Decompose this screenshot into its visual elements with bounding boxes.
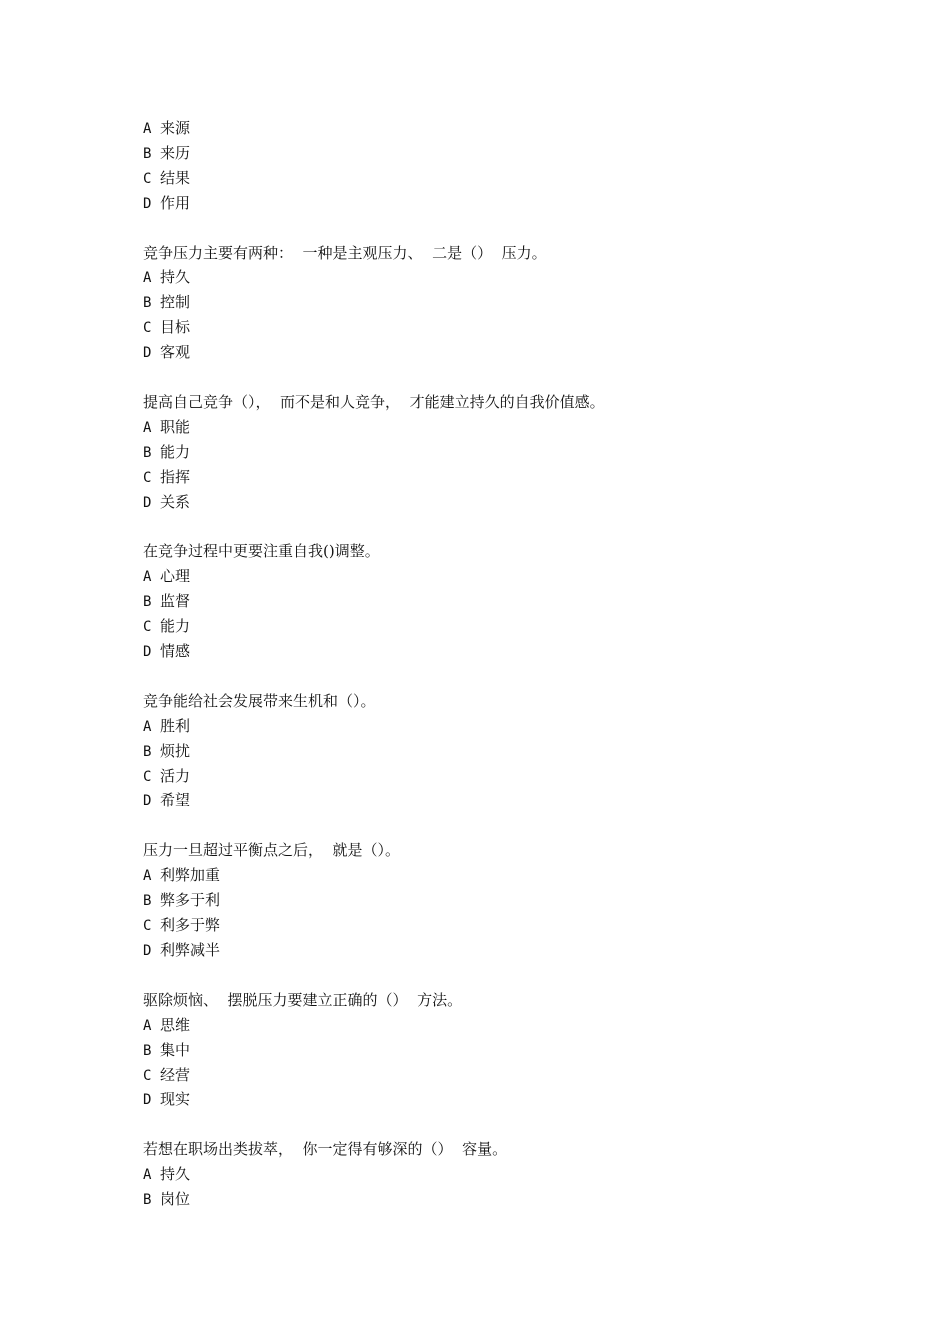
option-line [143, 141, 863, 166]
option-text: 职能 [160, 417, 191, 436]
question-block [143, 689, 863, 813]
option-line [143, 191, 863, 216]
option-letter: A [143, 1167, 152, 1184]
option-line [143, 490, 863, 515]
option-line [143, 1038, 863, 1063]
option-line [143, 589, 863, 614]
option-letter: A [143, 270, 152, 287]
option-line [143, 290, 863, 315]
option-letter: D [143, 494, 152, 511]
option-letter: A [143, 868, 152, 885]
option-line [143, 938, 863, 963]
option-line [143, 340, 863, 365]
question-block [143, 390, 863, 514]
option-text: 利弊加重 [160, 866, 221, 885]
document-page [143, 116, 863, 1237]
question-text: 竞争压力主要有两种： 一种是主观压力、 二是（） 压力。 [143, 243, 547, 262]
option-line [143, 166, 863, 191]
option-letter: C [143, 469, 152, 486]
question-block [143, 1137, 863, 1212]
option-line [143, 739, 863, 764]
option-letter: B [143, 1192, 152, 1209]
option-text: 监督 [160, 592, 191, 611]
option-letter: D [143, 942, 152, 959]
option-text: 现实 [160, 1090, 191, 1109]
option-line [143, 315, 863, 340]
option-letter: C [143, 170, 152, 187]
option-letter: A [143, 1017, 152, 1034]
option-text: 关系 [160, 492, 191, 511]
option-line [143, 465, 863, 490]
option-line [143, 265, 863, 290]
option-letter: B [143, 295, 152, 312]
option-text: 情感 [160, 642, 191, 661]
option-letter: A [143, 718, 152, 735]
option-text: 来源 [160, 119, 191, 137]
option-text: 经营 [160, 1065, 191, 1084]
option-text: 作用 [160, 193, 191, 212]
option-line [143, 863, 863, 888]
option-text: 目标 [160, 318, 191, 337]
option-letter: D [143, 345, 152, 362]
option-text: 控制 [160, 293, 191, 312]
option-letter: D [143, 195, 152, 212]
question-text: 提高自己竞争（）， 而不是和人竞争， 才能建立持久的自我价值感。 [143, 393, 605, 412]
option-line [143, 639, 863, 664]
option-line [143, 1063, 863, 1088]
option-letter: B [143, 1042, 152, 1059]
option-text: 胜利 [160, 716, 191, 735]
question-text: 若想在职场出类拔萃， 你一定得有够深的（） 容量。 [143, 1140, 508, 1159]
option-letter: B [143, 444, 152, 461]
option-letter: D [143, 793, 152, 810]
question-text: 压力一旦超过平衡点之后， 就是（）。 [143, 841, 401, 860]
option-line [143, 564, 863, 589]
option-text: 岗位 [160, 1190, 191, 1209]
option-letter: A [143, 569, 152, 586]
option-text: 烦扰 [160, 741, 191, 760]
option-line [143, 440, 863, 465]
option-letter: C [143, 768, 152, 785]
option-letter: D [143, 644, 152, 661]
option-line [143, 1187, 863, 1212]
option-text: 弊多于利 [160, 891, 221, 910]
question-block [143, 241, 863, 365]
option-letter: D [143, 1092, 152, 1109]
option-line [143, 1013, 863, 1038]
question-block [143, 838, 863, 962]
option-letter: A [143, 121, 152, 137]
option-line [143, 415, 863, 440]
option-text: 持久 [160, 1165, 191, 1184]
option-letter: C [143, 619, 152, 636]
option-text: 结果 [160, 168, 191, 187]
option-letter: B [143, 893, 152, 910]
option-line [143, 913, 863, 938]
option-text: 客观 [160, 343, 191, 362]
option-text: 利弊减半 [160, 940, 221, 959]
question-block [143, 539, 863, 663]
option-letter: B [143, 743, 152, 760]
option-text: 能力 [160, 617, 191, 636]
question-text: 竞争能给社会发展带来生机和（）。 [143, 691, 376, 710]
question-text: 在竞争过程中更要注重自我()调整。 [143, 542, 380, 561]
option-line [143, 788, 863, 813]
option-line [143, 714, 863, 739]
question-text: 驱除烦恼、 摆脱压力要建立正确的（） 方法。 [143, 990, 463, 1009]
option-letter: C [143, 918, 152, 935]
option-line [143, 614, 863, 639]
option-text: 集中 [160, 1040, 191, 1059]
option-text: 希望 [160, 791, 191, 810]
option-text: 来历 [160, 143, 191, 162]
option-letter: C [143, 1067, 152, 1084]
option-text: 能力 [160, 442, 191, 461]
option-text: 持久 [160, 268, 191, 287]
option-line [143, 1162, 863, 1187]
option-text: 心理 [160, 567, 191, 586]
option-text: 活力 [160, 766, 191, 785]
option-line [143, 888, 863, 913]
option-text: 思维 [160, 1015, 191, 1034]
option-letter: B [143, 145, 152, 162]
option-line [143, 1087, 863, 1112]
option-text: 指挥 [160, 467, 191, 486]
option-line [143, 764, 863, 789]
option-letter: C [143, 320, 152, 337]
question-block [143, 116, 863, 216]
option-text: 利多于弊 [160, 916, 221, 935]
option-letter: B [143, 594, 152, 611]
option-line [143, 116, 863, 141]
option-letter: A [143, 419, 152, 436]
question-block [143, 988, 863, 1112]
